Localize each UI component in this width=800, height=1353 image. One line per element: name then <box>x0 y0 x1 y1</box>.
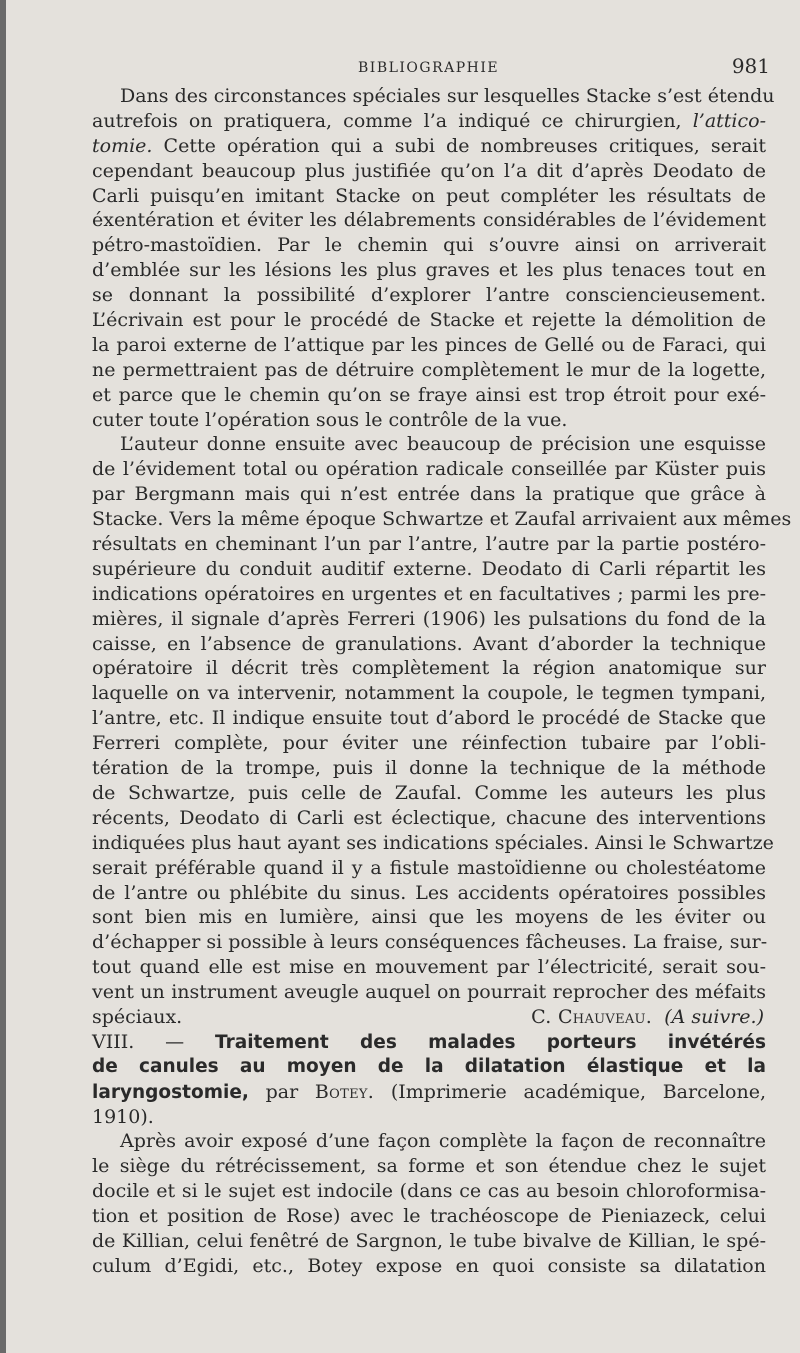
text-line: la paroi externe de l’attique par les pinces de Gellé ou de Faraci, qui <box>92 333 766 356</box>
text-line: 1910). <box>92 1105 154 1128</box>
signature-line <box>92 1005 766 1030</box>
text-line: laquelle on va intervenir, notamment la coupole, le tegmen tympani, <box>92 682 766 705</box>
text-line: opératoire il décrit très complètement la région anatomique sur <box>92 657 766 680</box>
text-line: cependant beaucoup plus justifiée qu’on l’a dit d’après Deodato de <box>92 159 766 182</box>
text-line: L’auteur donne ensuite avec beaucoup de précision une esquisse <box>120 433 766 456</box>
text-line: pétro-mastoïdien. Par le chemin qui s’ouvre ainsi on arriverait <box>92 234 766 257</box>
italic-term: l’attico- <box>692 109 766 132</box>
section-title: Traitement des malades porteurs invétérés <box>215 1031 766 1053</box>
text-run: spéciaux. <box>92 1005 183 1028</box>
text-line: d’emblée sur les lésions les plus graves et les plus tenaces tout en <box>92 259 766 282</box>
text-line: sont bien mis en lumière, ainsi que les moyens de les éviter ou <box>92 906 766 929</box>
text-line: éxentération et éviter les délabrements considérables de l’évidement <box>92 209 766 232</box>
text-line: docile et si le sujet est indocile (dans ce cas au besoin chloroformisa- <box>92 1180 766 1203</box>
text-line: d’échapper si possible à leurs conséquences fâcheuses. La fraise, sur- <box>92 931 768 954</box>
body-text <box>92 84 792 1279</box>
text-line <box>92 134 766 159</box>
text-run: Cette opération qui a subi de nombreuses critiques, serait <box>152 134 766 157</box>
text-line: Ferreri complète, pour éviter une réinfection tubaire par l’obli- <box>92 732 766 755</box>
text-line: de Schwartze, puis celle de Zaufal. Comme les auteurs les plus <box>92 781 766 804</box>
text-line: tout quand elle est mise en mouvement par l’électricité, serait sou- <box>92 956 766 979</box>
text-line: tération de la trompe, puis il donne la technique de la méthode <box>92 757 766 780</box>
text-line: de l’évidement total ou opération radicale conseillée par Küster puis <box>92 458 766 481</box>
text-line: serait préférable quand il y a fistule mastoïdienne ou cholestéatome <box>92 856 766 879</box>
text-line: ne permettraient pas de détruire complètement le mur de la logette, <box>92 358 766 381</box>
text-line: de Killian, celui fenêtré de Sargnon, le tube bivalve de Killian, le spé- <box>92 1229 766 1252</box>
text-line: tion et position de Rose) avec le trachéoscope de Pieniazeck, celui <box>92 1205 766 1228</box>
author-name: C. Chauveau. <box>531 1005 653 1028</box>
binding-edge <box>0 0 6 1353</box>
running-title: BIBLIOGRAPHIE <box>358 60 500 76</box>
text-line: culum d’Egidi, etc., Botey expose en quoi consiste sa dilatation <box>92 1254 766 1277</box>
section-heading-line <box>92 1080 766 1105</box>
text-line: indiquées plus haut ayant ses indications spéciales. Ainsi le Schwartze <box>92 831 774 854</box>
text-line: Après avoir exposé d’une façon complète la façon de reconnaître <box>120 1130 766 1153</box>
text-line: Dans des circonstances spéciales sur lesquelles Stacke s’est étendu <box>120 85 775 107</box>
text-line <box>92 109 766 134</box>
author-signature <box>531 1005 764 1030</box>
text-line: mières, il signale d’après Ferreri (1906) les pulsations du fond de la <box>92 607 766 630</box>
page-number: 981 <box>731 54 770 78</box>
text-line: vent un instrument aveugle auquel on pourrait reprocher des méfaits <box>92 981 766 1004</box>
text-line: caisse, en l’absence de granulations. Avant d’aborder la technique <box>92 632 766 655</box>
section-title: laryngostomie, <box>92 1081 249 1103</box>
text-line: L’écrivain est pour le procédé de Stacke et rejette la démolition de <box>92 309 766 332</box>
author-name: Botey. <box>314 1080 375 1103</box>
text-line: l’antre, etc. Il indique ensuite tout d’abord le procédé de Stacke que <box>92 707 766 730</box>
section-title-line: de canules au moyen de la dilatation élastique et la <box>92 1055 766 1077</box>
text-line: le siège du rétrécissement, sa forme et son étendue chez le sujet <box>92 1155 766 1178</box>
text-line: Stacke. Vers la même époque Schwartze et Zaufal arrivaient aux mêmes <box>92 508 792 531</box>
text-line: indications opératoires en urgentes et en facultatives ; parmi les pre- <box>92 582 766 605</box>
text-line: se donnant la possibilité d’explorer l’antre consciencieusement. <box>92 284 766 307</box>
text-line: Carli puisqu’en imitant Stacke on peut compléter les résultats de <box>92 184 766 207</box>
text-line: et parce que le chemin qu’on se fraye ainsi est trop étroit pour exé- <box>92 383 766 406</box>
text-run: autrefois on pratiquera, comme l’a indiqué ce chirurgien, <box>92 109 693 132</box>
italic-term: tomie. <box>92 134 153 157</box>
text-run: par <box>248 1080 315 1103</box>
text-line: par Bergmann mais qui n’est entrée dans la pratique que grâce à <box>92 483 766 506</box>
text-line: récents, Deodato di Carli est éclectique, chacune des interventions <box>92 806 766 829</box>
publisher: (Imprimerie académique, Barcelone, <box>374 1080 766 1103</box>
section-heading-line <box>92 1030 766 1055</box>
section-number: VIII. — <box>92 1030 216 1053</box>
text-line: résultats en cheminant l’un par l’antre, l’autre par la partie postéro- <box>92 533 766 556</box>
text-line: cuter toute l’opération sous le contrôle de la vue. <box>92 408 568 431</box>
to-be-continued: (A suivre.) <box>664 1005 764 1028</box>
text-line: de l’antre ou phlébite du sinus. Les accidents opératoires possibles <box>92 881 766 904</box>
text-line: supérieure du conduit auditif externe. Deodato di Carli répartit les <box>92 557 766 580</box>
